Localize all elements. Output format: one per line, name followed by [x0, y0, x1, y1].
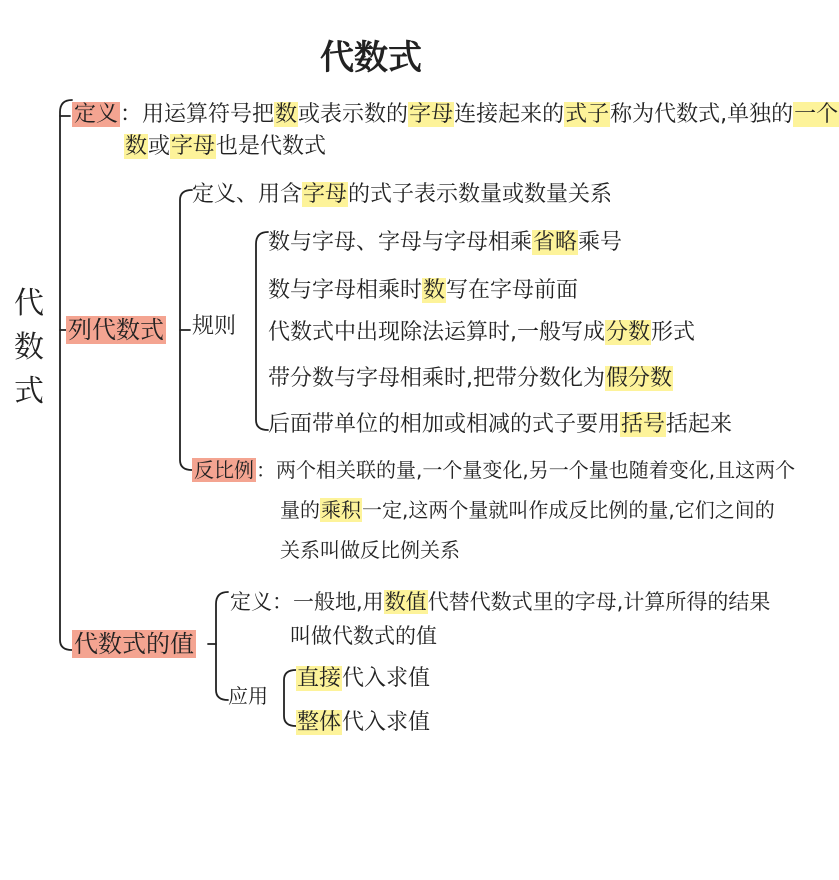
- rules-bracket: [256, 232, 268, 430]
- rule-2: 数与字母相乘时数写在字母前面: [268, 278, 579, 303]
- rule-1: 数与字母、字母与字母相乘省略乘号: [268, 230, 623, 255]
- value-label: 代数式的值: [74, 630, 194, 658]
- list-def-line: 定义、用含字母的式子表示数量或数量关系: [192, 182, 613, 207]
- inverse-line-2: 量的乘积一定,这两个量就叫作成反比例的量,它们之间的: [280, 498, 775, 522]
- apply-label: 应用: [228, 684, 268, 708]
- definition-line-2: 数或字母也是代数式: [125, 134, 327, 159]
- inverse-label: 反比例: [194, 458, 254, 482]
- value-def-line-2: 叫做代数式的值: [290, 624, 437, 648]
- apply-1: 直接代入求值: [297, 666, 431, 691]
- definition-line-1: 定义：用运算符号把数或表示数的字母连接起来的式子称为代数式,单独的一个: [74, 102, 839, 127]
- root-char-2: 数: [14, 330, 44, 365]
- root-char-3: 式: [14, 374, 44, 409]
- root-char-1: 代: [14, 286, 44, 321]
- list-expr-label: 列代数式: [68, 316, 164, 344]
- root-bracket: [60, 100, 72, 650]
- rule-3: 代数式中出现除法运算时,一般写成分数形式: [268, 320, 696, 345]
- apply-bracket: [284, 670, 296, 726]
- root-label: [12, 282, 46, 414]
- page-title: 代数式: [320, 38, 422, 78]
- rule-4: 带分数与字母相乘时,把带分数化为假分数: [268, 366, 673, 391]
- value-bracket: [216, 592, 228, 700]
- rule-5: 后面带单位的相加或相减的式子要用括号括起来: [268, 412, 733, 437]
- inverse-line-3: 关系叫做反比例关系: [280, 538, 460, 562]
- inverse-line-1: 反比例 ：两个相关联的量,一个量变化,另一个量也随着变化,且这两个: [194, 458, 796, 482]
- apply-2: 整体代入求值: [297, 710, 431, 735]
- value-def-line-1: 定义：一般地,用数值代替代数式里的字母,计算所得的结果: [230, 590, 771, 614]
- definition-label: 定义: [74, 102, 119, 127]
- rules-label: 规则: [192, 314, 237, 339]
